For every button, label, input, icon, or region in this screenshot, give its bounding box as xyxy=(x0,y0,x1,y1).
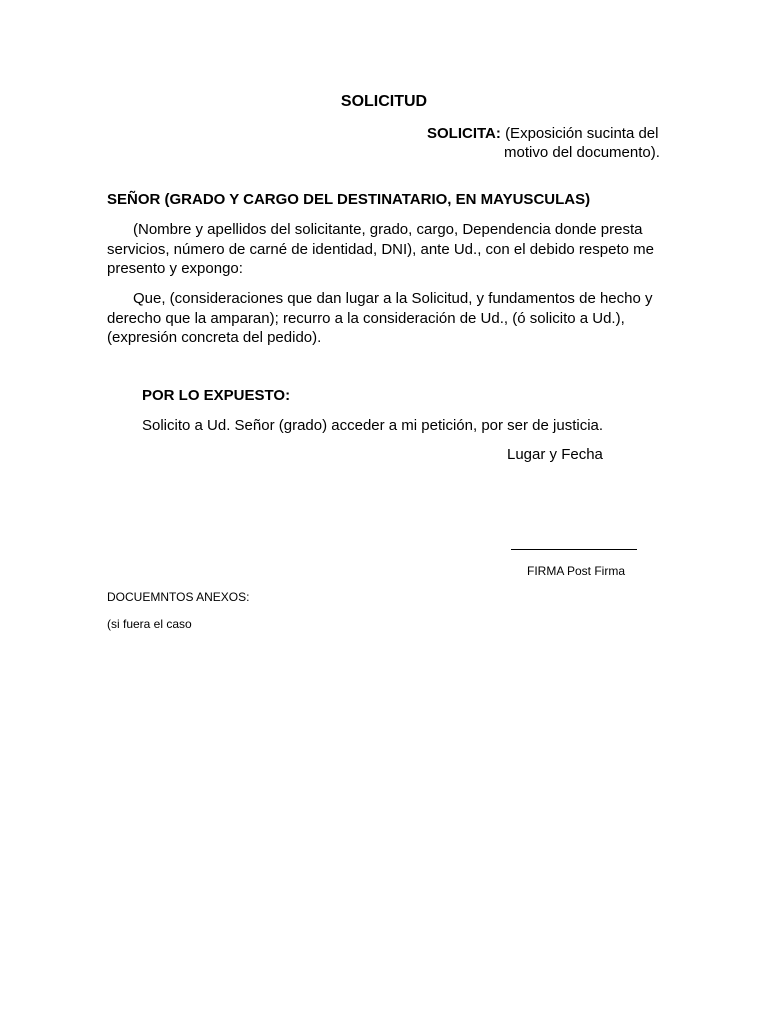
signature-line xyxy=(511,549,637,550)
annexes-label: DOCUEMNTOS ANEXOS: xyxy=(107,590,250,604)
paragraph-applicant: (Nombre y apellidos del solicitante, grado, cargo, Dependencia donde presta servicios, número de carné de identidad, DNI), ante Ud., con el debido respeto me presento y expongo: xyxy=(107,221,654,277)
solicita-text-line2: motivo del documento). xyxy=(504,144,660,161)
annexes-note: (si fuera el caso xyxy=(107,617,192,631)
solicita-text-line1: (Exposición sucinta del xyxy=(505,125,659,142)
paragraph-considerations: Que, (consideraciones que dan lugar a la Solicitud, y fundamentos de hecho y derecho que la amparan); recurro a la consideración de Ud., (ó solicito a Ud.), (expresión concreta del pedido). xyxy=(107,290,653,346)
place-date: Lugar y Fecha xyxy=(507,446,603,463)
addressee-heading: SEÑOR (GRADO Y CARGO DEL DESTINATARIO, EN MAYUSCULAS) xyxy=(107,191,591,208)
solicita-block xyxy=(427,124,672,162)
document-title: SOLICITUD xyxy=(340,93,428,110)
signature-caption: FIRMA Post Firma xyxy=(527,564,626,578)
petition-text: Solicito a Ud. Señor (grado) acceder a mi petición, por ser de justicia. xyxy=(142,417,604,434)
solicita-label: SOLICITA: xyxy=(427,125,501,142)
por-lo-expuesto-heading: POR LO EXPUESTO: xyxy=(142,387,291,404)
